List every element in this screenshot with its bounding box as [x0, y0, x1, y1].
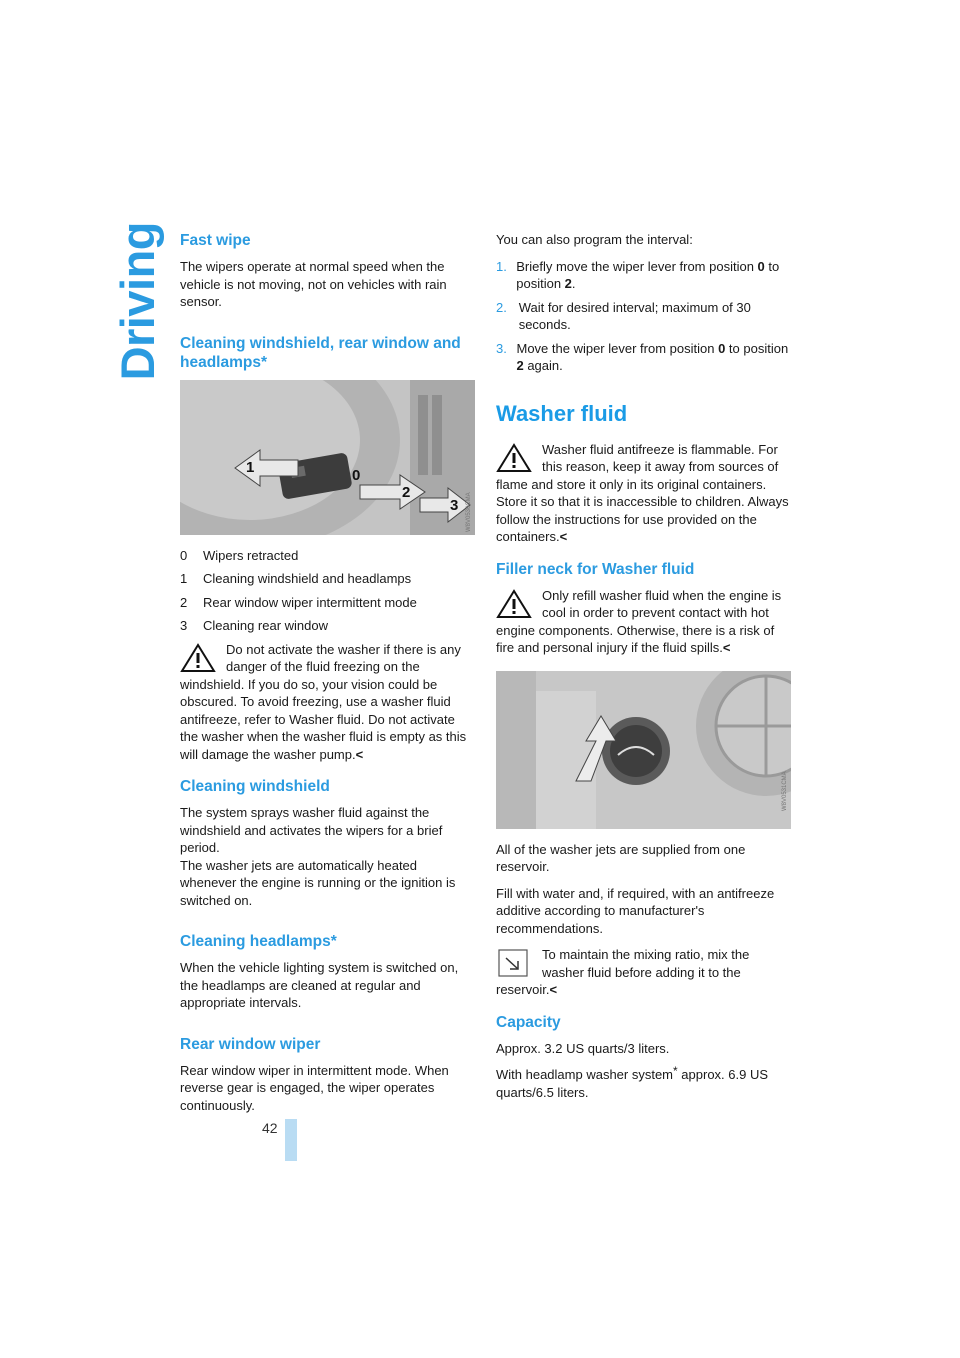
- step-number: 3.: [496, 340, 507, 356]
- rear-wiper-text: Rear window wiper in intermittent mode. When reverse gear is engaged, the wiper operates continuously.: [180, 1062, 449, 1113]
- legend-key: 1: [180, 571, 188, 586]
- interval-intro: You can also program the interval:: [496, 232, 693, 247]
- filler-neck-illustration: [496, 671, 791, 829]
- wiper-lever-figure: [180, 380, 475, 535]
- right-column: [496, 231, 791, 1110]
- cleaning-windshield-text1: The system sprays washer fluid against the windshield and activates the wipers for a brief period.: [180, 805, 443, 855]
- warning-triangle-icon: [180, 643, 216, 673]
- cleaning-headlamps-text: When the vehicle lighting system is switched on, the headlamps are cleaned at regular and appropriate intervals.: [180, 960, 459, 1010]
- cleaning-windshield-heading: Cleaning windshield: [180, 778, 330, 795]
- hot-engine-warning: [496, 587, 791, 657]
- left-column: [180, 231, 475, 1123]
- filler-neck-heading: Filler neck for Washer fluid: [496, 560, 695, 578]
- washer-fluid-heading: Washer fluid: [496, 400, 628, 426]
- warning-triangle-icon: [496, 589, 532, 619]
- figure-label-2: 2: [402, 483, 411, 501]
- end-mark: <: [355, 746, 364, 762]
- step-item: [496, 340, 791, 375]
- note-arrow-icon: [496, 948, 532, 978]
- legend-item: [180, 547, 475, 565]
- legend-text: Wipers retracted: [203, 547, 299, 563]
- interval-steps: [496, 258, 791, 375]
- legend-key: 0: [180, 547, 188, 563]
- legend-text: Cleaning windshield and headlamps: [203, 571, 412, 586]
- legend-list: [180, 547, 475, 635]
- rear-wiper-heading: Rear window wiper: [180, 1035, 321, 1053]
- end-mark: <: [722, 640, 731, 655]
- step-text: Briefly move the wiper lever from position 0 to position 2.: [516, 258, 780, 291]
- cleaning-windshield-text2: The washer jets are automatically heated whenever the engine is running or the ignition is switched on.: [180, 857, 456, 908]
- chapter-title: Driving: [111, 222, 164, 381]
- freezing-warning-text: Do not activate the washer if there is any danger of the fluid freezing on the windshield. If you do so, your vision could be obscured. To avoid freezing, use a washer fluid antifreeze, refer to Washer fluid. Do not activate the washer when the washer fluid is empty as this will damage the washer pump.: [180, 641, 467, 762]
- page-bar: [285, 1119, 297, 1161]
- flammable-warning: [496, 441, 791, 546]
- figure-label-0: 0: [352, 466, 361, 484]
- step-number: 1.: [496, 258, 507, 274]
- step-item: [496, 299, 791, 334]
- filler-neck-figure: [496, 671, 791, 829]
- legend-text: Rear window wiper intermittent mode: [203, 594, 417, 610]
- cleaning-headlamps-heading: Cleaning headlamps*: [180, 933, 337, 950]
- figure-label-1: 1: [246, 458, 255, 476]
- step-item: [496, 258, 791, 293]
- wiper-lever-illustration: [180, 380, 475, 535]
- capacity-text2: With headlamp washer system* approx. 6.9 US quarts/6.5 liters.: [496, 1064, 769, 1100]
- step-text: Wait for desired interval; maximum of 30 seconds.: [518, 299, 751, 332]
- legend-item: [180, 570, 475, 588]
- legend-text: Cleaning rear window: [203, 618, 329, 633]
- step-number: 2.: [496, 299, 507, 315]
- capacity-heading: Capacity: [496, 1013, 561, 1031]
- step-text: Move the wiper lever from position 0 to position 2 again.: [516, 340, 789, 373]
- freezing-warning: [180, 641, 475, 764]
- flammable-warning-text: Washer fluid antifreeze is flammable. For this reason, keep it away from sources of flame and store it only in its original containers. Store it so that it is inaccessible to children. Always follow the instructions for use provided on the containers.: [496, 441, 789, 544]
- mixing-note: [496, 946, 791, 999]
- legend-item: [180, 617, 475, 635]
- cleaning-all-heading: Cleaning windshield, rear window and headlamps*: [180, 334, 461, 371]
- end-mark: <: [549, 982, 558, 997]
- legend-key: 3: [180, 618, 188, 633]
- page-number: 42: [262, 1120, 278, 1136]
- legend-item: [180, 594, 475, 612]
- fast-wipe-heading: Fast wipe: [180, 232, 251, 249]
- figure-code: W8V0531CMA: [782, 770, 788, 811]
- capacity-text1: Approx. 3.2 US quarts/3 liters.: [496, 1040, 670, 1056]
- warning-triangle-icon: [496, 443, 532, 473]
- figure-code: W8V0530CMA: [466, 491, 472, 532]
- end-mark: <: [559, 529, 568, 544]
- legend-key: 2: [180, 594, 188, 610]
- reservoir-text: All of the washer jets are supplied from one reservoir.: [496, 841, 746, 874]
- mixing-note-text: To maintain the mixing ratio, mix the washer fluid before adding it to the reservoir.: [496, 947, 750, 997]
- hot-engine-warning-text: Only refill washer fluid when the engine is cool in order to prevent contact with hot engine components. Otherwise, there is a risk of fire and personal injury if the fluid spills.: [496, 587, 782, 655]
- fill-text: Fill with water and, if required, with an antifreeze additive according to manufacturer's recommendations.: [496, 885, 775, 936]
- figure-label-3: 3: [450, 496, 459, 514]
- fast-wipe-text: The wipers operate at normal speed when the vehicle is not moving, not on vehicles with rain sensor.: [180, 259, 447, 309]
